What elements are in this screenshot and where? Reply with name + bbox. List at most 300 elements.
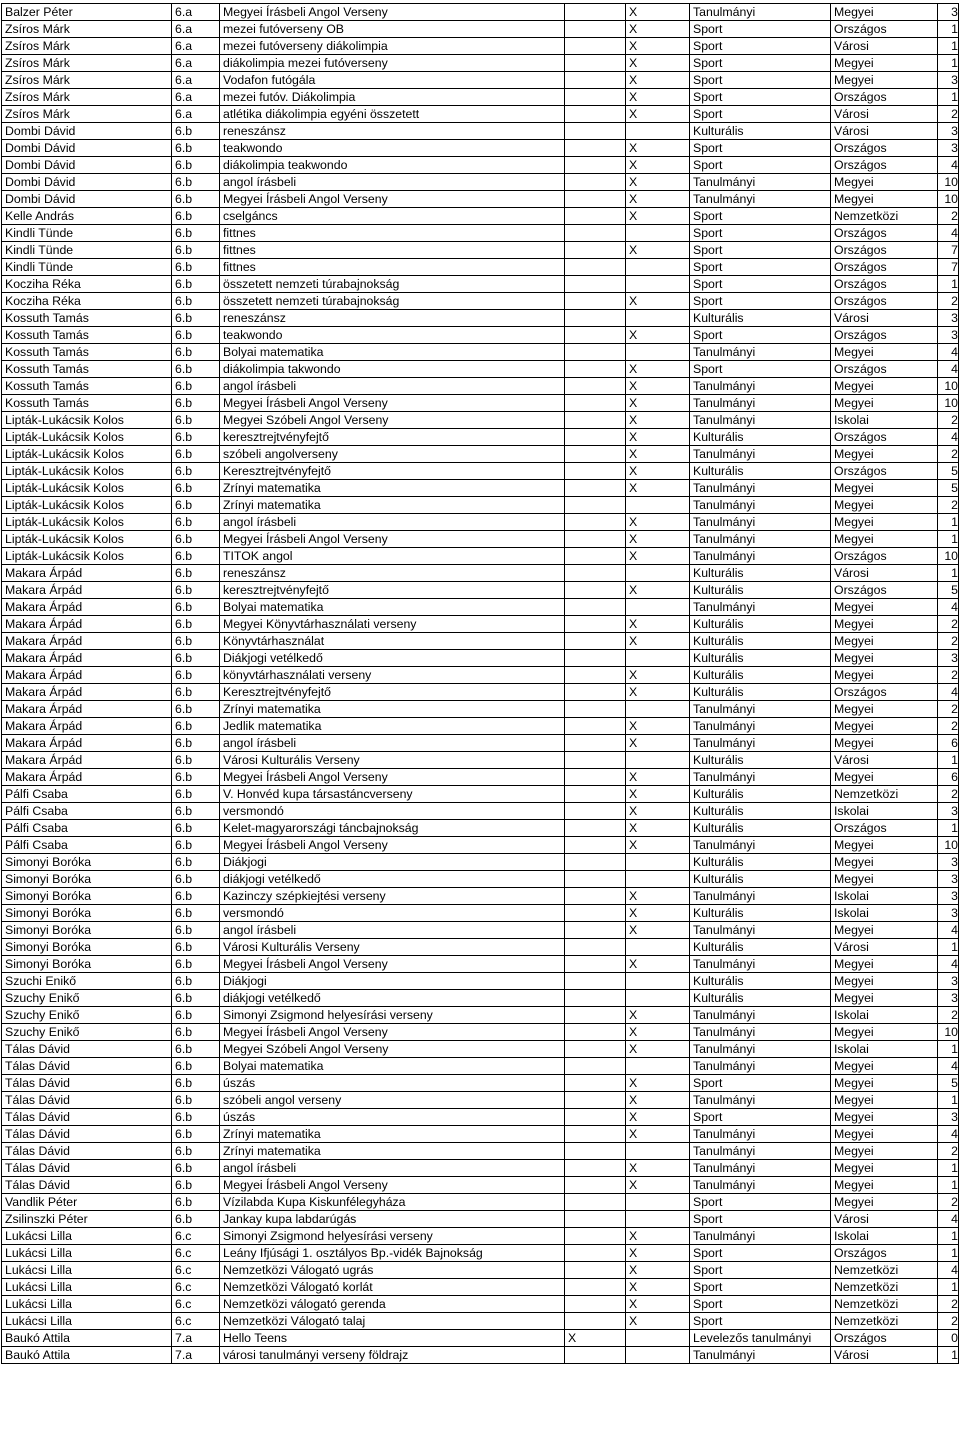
placement-cell: 10 bbox=[938, 837, 959, 854]
student-name-cell: Lukácsi Lilla bbox=[2, 1262, 172, 1279]
student-name-cell: Makara Árpád bbox=[2, 633, 172, 650]
student-name-cell: Kossuth Tamás bbox=[2, 378, 172, 395]
mark-a-cell bbox=[565, 480, 626, 497]
level-cell: Országos bbox=[831, 293, 938, 310]
competition-cell: Nemzetközi Válogató talaj bbox=[220, 1313, 565, 1330]
mark-b-cell: X bbox=[626, 463, 690, 480]
student-name-cell: Zsíros Márk bbox=[2, 72, 172, 89]
placement-cell: 2 bbox=[938, 1296, 959, 1313]
table-row bbox=[2, 1041, 959, 1058]
level-cell: Megyei bbox=[831, 650, 938, 667]
level-cell: Megyei bbox=[831, 735, 938, 752]
mark-a-cell bbox=[565, 327, 626, 344]
class-cell: 6.b bbox=[172, 259, 220, 276]
mark-a-cell bbox=[565, 89, 626, 106]
mark-a-cell bbox=[565, 140, 626, 157]
category-cell: Sport bbox=[690, 140, 831, 157]
level-cell: Országos bbox=[831, 684, 938, 701]
competition-cell: Zrínyi matematika bbox=[220, 1126, 565, 1143]
class-cell: 6.b bbox=[172, 735, 220, 752]
mark-a-cell bbox=[565, 1194, 626, 1211]
competition-cell: angol írásbeli bbox=[220, 922, 565, 939]
mark-a-cell bbox=[565, 157, 626, 174]
table-row bbox=[2, 89, 959, 106]
level-cell: Városi bbox=[831, 38, 938, 55]
mark-b-cell: X bbox=[626, 837, 690, 854]
student-name-cell: Kocziha Réka bbox=[2, 276, 172, 293]
competition-cell: TITOK angol bbox=[220, 548, 565, 565]
student-name-cell: Simonyi Boróka bbox=[2, 888, 172, 905]
level-cell: Megyei bbox=[831, 72, 938, 89]
student-name-cell: Zsíros Márk bbox=[2, 38, 172, 55]
competition-cell: diákolimpia mezei futóverseny bbox=[220, 55, 565, 72]
table-row bbox=[2, 803, 959, 820]
level-cell: Országos bbox=[831, 582, 938, 599]
category-cell: Kulturális bbox=[690, 633, 831, 650]
table-row bbox=[2, 361, 959, 378]
student-name-cell: Simonyi Boróka bbox=[2, 854, 172, 871]
placement-cell: 1 bbox=[938, 514, 959, 531]
competition-cell: Kelet-magyarországi táncbajnokság bbox=[220, 820, 565, 837]
table-row bbox=[2, 327, 959, 344]
table-row bbox=[2, 1296, 959, 1313]
competition-cell: mezei futóverseny diákolimpia bbox=[220, 38, 565, 55]
category-cell: Tanulmányi bbox=[690, 769, 831, 786]
competition-cell: Zrínyi matematika bbox=[220, 480, 565, 497]
level-cell: Országos bbox=[831, 1330, 938, 1347]
level-cell: Iskolai bbox=[831, 1007, 938, 1024]
student-name-cell: Baukó Attila bbox=[2, 1330, 172, 1347]
level-cell: Nemzetközi bbox=[831, 1262, 938, 1279]
student-name-cell: Tálas Dávid bbox=[2, 1092, 172, 1109]
placement-cell: 2 bbox=[938, 633, 959, 650]
placement-cell: 4 bbox=[938, 922, 959, 939]
class-cell: 6.b bbox=[172, 1092, 220, 1109]
table-row bbox=[2, 633, 959, 650]
competition-cell: fittnes bbox=[220, 225, 565, 242]
class-cell: 6.b bbox=[172, 871, 220, 888]
placement-cell: 4 bbox=[938, 225, 959, 242]
competition-cell: angol írásbeli bbox=[220, 174, 565, 191]
table-row bbox=[2, 871, 959, 888]
class-cell: 6.c bbox=[172, 1279, 220, 1296]
mark-b-cell bbox=[626, 497, 690, 514]
student-name-cell: Simonyi Boróka bbox=[2, 871, 172, 888]
mark-a-cell bbox=[565, 990, 626, 1007]
class-cell: 6.b bbox=[172, 361, 220, 378]
mark-b-cell: X bbox=[626, 1075, 690, 1092]
mark-b-cell: X bbox=[626, 548, 690, 565]
mark-a-cell bbox=[565, 922, 626, 939]
competition-cell: Városi Kulturális Verseny bbox=[220, 939, 565, 956]
class-cell: 6.b bbox=[172, 905, 220, 922]
class-cell: 6.b bbox=[172, 667, 220, 684]
category-cell: Sport bbox=[690, 276, 831, 293]
level-cell: Megyei bbox=[831, 871, 938, 888]
table-row bbox=[2, 701, 959, 718]
mark-b-cell bbox=[626, 752, 690, 769]
table-row bbox=[2, 497, 959, 514]
student-name-cell: Makara Árpád bbox=[2, 667, 172, 684]
level-cell: Országos bbox=[831, 242, 938, 259]
level-cell: Nemzetközi bbox=[831, 1313, 938, 1330]
mark-b-cell: X bbox=[626, 429, 690, 446]
competition-cell: versmondó bbox=[220, 803, 565, 820]
table-row bbox=[2, 106, 959, 123]
table-row bbox=[2, 123, 959, 140]
category-cell: Sport bbox=[690, 106, 831, 123]
table-row bbox=[2, 786, 959, 803]
competition-cell: Megyei Írásbeli Angol Verseny bbox=[220, 395, 565, 412]
level-cell: Városi bbox=[831, 106, 938, 123]
mark-b-cell bbox=[626, 650, 690, 667]
student-name-cell: Tálas Dávid bbox=[2, 1075, 172, 1092]
placement-cell: 10 bbox=[938, 395, 959, 412]
placement-cell: 10 bbox=[938, 174, 959, 191]
competition-cell: diákjogi vetélkedő bbox=[220, 871, 565, 888]
competition-cell: Zrínyi matematika bbox=[220, 1143, 565, 1160]
category-cell: Sport bbox=[690, 55, 831, 72]
mark-a-cell bbox=[565, 191, 626, 208]
table-row bbox=[2, 667, 959, 684]
class-cell: 6.b bbox=[172, 616, 220, 633]
mark-a-cell bbox=[565, 429, 626, 446]
mark-a-cell bbox=[565, 38, 626, 55]
placement-cell: 4 bbox=[938, 157, 959, 174]
placement-cell: 1 bbox=[938, 276, 959, 293]
mark-b-cell bbox=[626, 599, 690, 616]
class-cell: 6.b bbox=[172, 310, 220, 327]
mark-a-cell bbox=[565, 752, 626, 769]
class-cell: 6.b bbox=[172, 344, 220, 361]
table-row bbox=[2, 837, 959, 854]
placement-cell: 5 bbox=[938, 1075, 959, 1092]
student-name-cell: Lukácsi Lilla bbox=[2, 1245, 172, 1262]
student-name-cell: Baukó Attila bbox=[2, 1347, 172, 1364]
mark-a-cell bbox=[565, 412, 626, 429]
competition-cell: Bolyai matematika bbox=[220, 599, 565, 616]
class-cell: 6.c bbox=[172, 1296, 220, 1313]
mark-a-cell bbox=[565, 1211, 626, 1228]
level-cell: Országos bbox=[831, 157, 938, 174]
category-cell: Tanulmányi bbox=[690, 1177, 831, 1194]
mark-a-cell bbox=[565, 1347, 626, 1364]
class-cell: 6.b bbox=[172, 1058, 220, 1075]
table-row bbox=[2, 259, 959, 276]
placement-cell: 3 bbox=[938, 140, 959, 157]
mark-a-cell bbox=[565, 361, 626, 378]
class-cell: 6.b bbox=[172, 293, 220, 310]
placement-cell: 3 bbox=[938, 72, 959, 89]
table-row bbox=[2, 395, 959, 412]
placement-cell: 6 bbox=[938, 735, 959, 752]
placement-cell: 2 bbox=[938, 1143, 959, 1160]
placement-cell: 1 bbox=[938, 531, 959, 548]
level-cell: Megyei bbox=[831, 1143, 938, 1160]
mark-b-cell: X bbox=[626, 888, 690, 905]
mark-a-cell bbox=[565, 684, 626, 701]
class-cell: 6.b bbox=[172, 1177, 220, 1194]
class-cell: 6.b bbox=[172, 242, 220, 259]
table-row bbox=[2, 905, 959, 922]
placement-cell: 3 bbox=[938, 990, 959, 1007]
student-name-cell: Zsilinszki Péter bbox=[2, 1211, 172, 1228]
class-cell: 6.b bbox=[172, 140, 220, 157]
level-cell: Megyei bbox=[831, 395, 938, 412]
mark-b-cell: X bbox=[626, 582, 690, 599]
competition-cell: atlétika diákolimpia egyéni összetett bbox=[220, 106, 565, 123]
mark-a-cell bbox=[565, 1041, 626, 1058]
level-cell: Megyei bbox=[831, 174, 938, 191]
student-name-cell: Tálas Dávid bbox=[2, 1126, 172, 1143]
placement-cell: 5 bbox=[938, 480, 959, 497]
class-cell: 6.b bbox=[172, 1143, 220, 1160]
student-name-cell: Lukácsi Lilla bbox=[2, 1313, 172, 1330]
competition-cell: Jedlik matematika bbox=[220, 718, 565, 735]
placement-cell: 2 bbox=[938, 412, 959, 429]
mark-a-cell bbox=[565, 786, 626, 803]
class-cell: 6.b bbox=[172, 1109, 220, 1126]
mark-a-cell bbox=[565, 973, 626, 990]
table-row bbox=[2, 650, 959, 667]
placement-cell: 1 bbox=[938, 1041, 959, 1058]
mark-b-cell bbox=[626, 276, 690, 293]
placement-cell: 4 bbox=[938, 1211, 959, 1228]
placement-cell: 3 bbox=[938, 803, 959, 820]
mark-b-cell: X bbox=[626, 1092, 690, 1109]
mark-b-cell: X bbox=[626, 361, 690, 378]
mark-a-cell bbox=[565, 514, 626, 531]
level-cell: Megyei bbox=[831, 922, 938, 939]
mark-b-cell bbox=[626, 1058, 690, 1075]
competition-cell: Leány Ifjúsági 1. osztályos Bp.-vidék Bajnokság bbox=[220, 1245, 565, 1262]
mark-b-cell bbox=[626, 854, 690, 871]
level-cell: Megyei bbox=[831, 633, 938, 650]
competition-cell: Vodafon futógála bbox=[220, 72, 565, 89]
placement-cell: 3 bbox=[938, 310, 959, 327]
category-cell: Kulturális bbox=[690, 939, 831, 956]
competition-cell: Megyei Szóbeli Angol Verseny bbox=[220, 1041, 565, 1058]
table-row bbox=[2, 1262, 959, 1279]
category-cell: Sport bbox=[690, 1109, 831, 1126]
student-name-cell: Vandlik Péter bbox=[2, 1194, 172, 1211]
mark-b-cell: X bbox=[626, 667, 690, 684]
competition-cell: Megyei Írásbeli Angol Verseny bbox=[220, 837, 565, 854]
level-cell: Megyei bbox=[831, 667, 938, 684]
level-cell: Városi bbox=[831, 565, 938, 582]
mark-a-cell bbox=[565, 888, 626, 905]
competition-cell: Megyei Írásbeli Angol Verseny bbox=[220, 4, 565, 21]
level-cell: Országos bbox=[831, 548, 938, 565]
placement-cell: 2 bbox=[938, 497, 959, 514]
placement-cell: 1 bbox=[938, 21, 959, 38]
class-cell: 6.c bbox=[172, 1245, 220, 1262]
student-name-cell: Kossuth Tamás bbox=[2, 344, 172, 361]
competition-cell: Megyei Írásbeli Angol Verseny bbox=[220, 531, 565, 548]
competition-cell: fittnes bbox=[220, 242, 565, 259]
table-row bbox=[2, 174, 959, 191]
category-cell: Tanulmányi bbox=[690, 4, 831, 21]
class-cell: 6.b bbox=[172, 463, 220, 480]
category-cell: Kulturális bbox=[690, 667, 831, 684]
mark-a-cell bbox=[565, 837, 626, 854]
mark-b-cell bbox=[626, 344, 690, 361]
level-cell: Nemzetközi bbox=[831, 1296, 938, 1313]
student-name-cell: Szuchy Enikő bbox=[2, 1007, 172, 1024]
table-row bbox=[2, 752, 959, 769]
mark-b-cell bbox=[626, 871, 690, 888]
category-cell: Tanulmányi bbox=[690, 701, 831, 718]
placement-cell: 1 bbox=[938, 1279, 959, 1296]
category-cell: Kulturális bbox=[690, 616, 831, 633]
table-row bbox=[2, 1330, 959, 1347]
level-cell: Országos bbox=[831, 259, 938, 276]
table-row bbox=[2, 276, 959, 293]
competition-cell: Hello Teens bbox=[220, 1330, 565, 1347]
competition-cell: Megyei Írásbeli Angol Verseny bbox=[220, 1177, 565, 1194]
placement-cell: 6 bbox=[938, 769, 959, 786]
student-name-cell: Lipták-Lukácsik Kolos bbox=[2, 446, 172, 463]
level-cell: Városi bbox=[831, 939, 938, 956]
mark-a-cell bbox=[565, 1245, 626, 1262]
student-name-cell: Simonyi Boróka bbox=[2, 939, 172, 956]
class-cell: 6.b bbox=[172, 1075, 220, 1092]
category-cell: Tanulmányi bbox=[690, 599, 831, 616]
level-cell: Országos bbox=[831, 327, 938, 344]
table-row bbox=[2, 1228, 959, 1245]
category-cell: Tanulmányi bbox=[690, 1160, 831, 1177]
class-cell: 6.b bbox=[172, 786, 220, 803]
student-name-cell: Dombi Dávid bbox=[2, 123, 172, 140]
mark-b-cell: X bbox=[626, 1245, 690, 1262]
table-row bbox=[2, 1160, 959, 1177]
mark-a-cell bbox=[565, 1279, 626, 1296]
category-cell: Tanulmányi bbox=[690, 378, 831, 395]
placement-cell: 2 bbox=[938, 616, 959, 633]
mark-a-cell bbox=[565, 259, 626, 276]
mark-a-cell bbox=[565, 1109, 626, 1126]
mark-a-cell bbox=[565, 72, 626, 89]
class-cell: 6.b bbox=[172, 480, 220, 497]
competition-cell: angol írásbeli bbox=[220, 378, 565, 395]
table-row bbox=[2, 208, 959, 225]
table-row bbox=[2, 225, 959, 242]
mark-a-cell bbox=[565, 871, 626, 888]
mark-a-cell bbox=[565, 803, 626, 820]
mark-b-cell: X bbox=[626, 242, 690, 259]
mark-a-cell bbox=[565, 956, 626, 973]
competition-cell: városi tanulmányi verseny földrajz bbox=[220, 1347, 565, 1364]
competition-cell: Nemzetközi Válogató ugrás bbox=[220, 1262, 565, 1279]
level-cell: Iskolai bbox=[831, 888, 938, 905]
student-name-cell: Dombi Dávid bbox=[2, 191, 172, 208]
mark-a-cell bbox=[565, 208, 626, 225]
student-name-cell: Simonyi Boróka bbox=[2, 922, 172, 939]
student-name-cell: Tálas Dávid bbox=[2, 1058, 172, 1075]
mark-b-cell: X bbox=[626, 786, 690, 803]
student-name-cell: Makara Árpád bbox=[2, 684, 172, 701]
mark-b-cell: X bbox=[626, 4, 690, 21]
student-name-cell: Lukácsi Lilla bbox=[2, 1279, 172, 1296]
placement-cell: 4 bbox=[938, 1126, 959, 1143]
level-cell: Megyei bbox=[831, 55, 938, 72]
class-cell: 6.b bbox=[172, 208, 220, 225]
class-cell: 6.b bbox=[172, 582, 220, 599]
student-name-cell: Lukácsi Lilla bbox=[2, 1228, 172, 1245]
competition-cell: Bolyai matematika bbox=[220, 1058, 565, 1075]
mark-a-cell bbox=[565, 174, 626, 191]
category-cell: Kulturális bbox=[690, 684, 831, 701]
class-cell: 6.b bbox=[172, 174, 220, 191]
category-cell: Tanulmányi bbox=[690, 956, 831, 973]
category-cell: Sport bbox=[690, 157, 831, 174]
level-cell: Megyei bbox=[831, 378, 938, 395]
competition-cell: Diákjogi bbox=[220, 854, 565, 871]
mark-a-cell bbox=[565, 293, 626, 310]
student-name-cell: Szuchy Enikő bbox=[2, 1024, 172, 1041]
mark-b-cell: X bbox=[626, 72, 690, 89]
class-cell: 6.b bbox=[172, 157, 220, 174]
category-cell: Sport bbox=[690, 72, 831, 89]
table-row bbox=[2, 514, 959, 531]
table-row bbox=[2, 769, 959, 786]
level-cell: Iskolai bbox=[831, 1041, 938, 1058]
table-row bbox=[2, 1058, 959, 1075]
mark-b-cell: X bbox=[626, 1177, 690, 1194]
mark-a-cell bbox=[565, 1007, 626, 1024]
mark-b-cell bbox=[626, 259, 690, 276]
table-row bbox=[2, 429, 959, 446]
mark-a-cell bbox=[565, 1058, 626, 1075]
mark-a-cell bbox=[565, 667, 626, 684]
mark-a-cell bbox=[565, 55, 626, 72]
placement-cell: 1 bbox=[938, 89, 959, 106]
category-cell: Sport bbox=[690, 361, 831, 378]
mark-a-cell bbox=[565, 939, 626, 956]
placement-cell: 3 bbox=[938, 650, 959, 667]
category-cell: Tanulmányi bbox=[690, 735, 831, 752]
category-cell: Sport bbox=[690, 225, 831, 242]
table-row bbox=[2, 38, 959, 55]
competition-cell: Bolyai matematika bbox=[220, 344, 565, 361]
mark-a-cell bbox=[565, 1313, 626, 1330]
placement-cell: 4 bbox=[938, 684, 959, 701]
table-row bbox=[2, 548, 959, 565]
competition-cell: Városi Kulturális Verseny bbox=[220, 752, 565, 769]
mark-a-cell bbox=[565, 548, 626, 565]
mark-b-cell bbox=[626, 565, 690, 582]
placement-cell: 1 bbox=[938, 1228, 959, 1245]
table-row bbox=[2, 565, 959, 582]
category-cell: Sport bbox=[690, 1262, 831, 1279]
class-cell: 6.c bbox=[172, 1228, 220, 1245]
placement-cell: 10 bbox=[938, 378, 959, 395]
category-cell: Tanulmányi bbox=[690, 837, 831, 854]
mark-b-cell: X bbox=[626, 89, 690, 106]
competition-cell: összetett nemzeti túrabajnokság bbox=[220, 276, 565, 293]
class-cell: 6.b bbox=[172, 276, 220, 293]
table-row bbox=[2, 480, 959, 497]
mark-b-cell: X bbox=[626, 1313, 690, 1330]
placement-cell: 3 bbox=[938, 973, 959, 990]
category-cell: Sport bbox=[690, 208, 831, 225]
level-cell: Megyei bbox=[831, 1126, 938, 1143]
mark-a-cell bbox=[565, 1024, 626, 1041]
table-row bbox=[2, 922, 959, 939]
mark-b-cell bbox=[626, 310, 690, 327]
student-name-cell: Lipták-Lukácsik Kolos bbox=[2, 548, 172, 565]
competition-cell: úszás bbox=[220, 1075, 565, 1092]
